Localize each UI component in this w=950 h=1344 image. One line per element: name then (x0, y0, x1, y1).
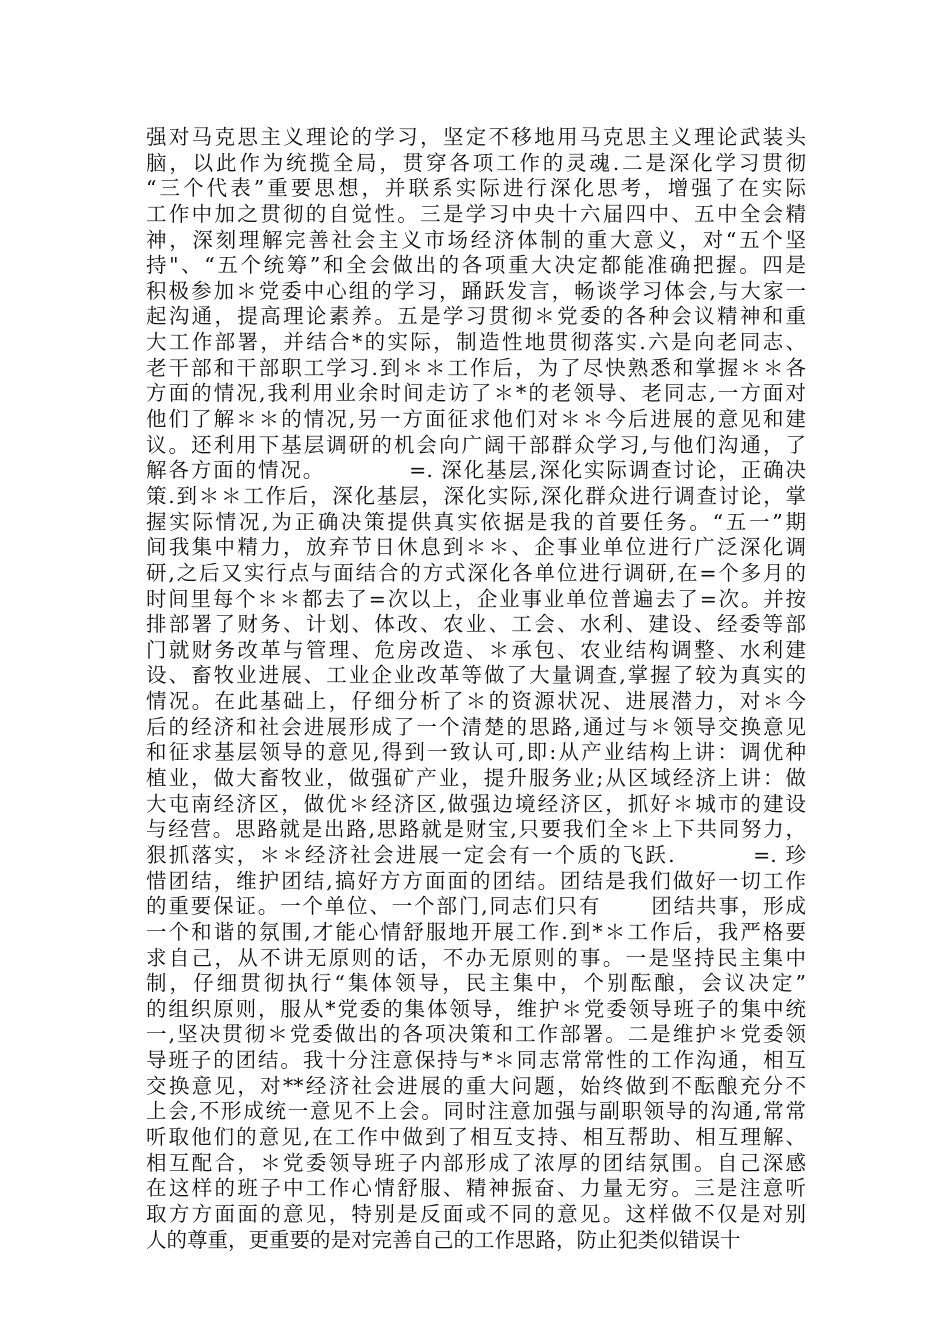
text-line: 与经营。思路就是出路,思路就是财宝,只要我们全＊上下共同努力， (146, 817, 806, 842)
text-line: 制，仔细贯彻执行“集体领导，民主集中，个别酝酿，会议决定” (146, 971, 806, 996)
text-line: 大屯南经济区，做优＊经济区,做强边境经济区，抓好＊城市的建设 (146, 791, 806, 816)
text-line: 上会,不形成统一意见不上会。同时注意加强与副职领导的沟通,常常 (146, 1099, 806, 1124)
text-line: 取方方面面的意见，特别是反面或不同的意见。这样做不仅是对别 (146, 1201, 806, 1226)
text-line: “三个代表”重要思想，并联系实际进行深化思考，增强了在实际 (146, 176, 806, 201)
text-line: 在这样的班子中工作心情舒服、精神振奋、力量无穷。三是注意听 (146, 1176, 806, 1201)
text-line: 门就财务改革与管理、危房改造、＊承包、农业结构调整、水利建 (146, 637, 806, 662)
text-line: 的重要保证。一个单位、一个部门,同志们只有 团结共事，形成 (146, 894, 806, 919)
text-line: 持"、“五个统筹”和全会做出的各项重大决定都能准确把握。四是 (146, 253, 806, 278)
text-line: 时间里每个＊＊都去了=次以上，企业事业单位普遍去了=次。并按 (146, 586, 806, 611)
text-line: 相互配合，＊党委领导班子内部形成了浓厚的团结氛围。自己深感 (146, 1150, 806, 1175)
text-line: 方面的情况,我利用业余时间走访了＊*的老领导、老同志,一方面对 (146, 381, 806, 406)
text-line: 设、畜牧业进展、工业企业改革等做了大量调查,掌握了较为真实的 (146, 663, 806, 688)
text-line: 研,之后又实行点与面结合的方式深化各单位进行调研,在=个多月的 (146, 560, 806, 585)
text-line: 他们了解＊＊的情况,另一方面征求他们对＊＊今后进展的意见和建 (146, 407, 806, 432)
text-line: 老干部和干部职工学习.到＊＊工作后，为了尽快熟悉和掌握＊＊各 (146, 355, 806, 380)
text-line: 起沟通，提高理论素养。五是学习贯彻＊党委的各种会议精神和重 (146, 304, 806, 329)
text-line: 解各方面的情况。 =. 深化基层,深化实际调查讨论，正确决 (146, 458, 806, 483)
text-line: 脑，以此作为统揽全局，贯穿各项工作的灵魂.二是深化学习贯彻 (146, 150, 806, 175)
text-line: 策.到＊＊工作后，深化基层，深化实际,深化群众进行调查讨论，掌 (146, 483, 806, 508)
text-line: 人的尊重，更重要的是对完善自己的工作思路，防止犯类似错误十 (146, 1227, 741, 1252)
text-line: 强对马克思主义理论的学习，坚定不移地用马克思主义理论武装头 (146, 125, 806, 149)
text-line: 工作中加之贯彻的自觉性。三是学习中央十六届四中、五中全会精 (146, 201, 806, 226)
text-line: 大工作部署，并结合*的实际，制造性地贯彻落实.六是向老同志、 (146, 330, 806, 355)
text-line: 一,坚决贯彻＊党委做出的各项决策和工作部署。二是维护＊党委领 (146, 1022, 806, 1047)
text-line: 和征求基层领导的意见,得到一致认可,即:从产业结构上讲：调优种 (146, 740, 806, 765)
text-line: 一个和谐的氛围,才能心情舒服地开展工作.到*＊工作后，我严格要 (146, 919, 806, 944)
text-line: 积极参加＊党委中心组的学习，踊跃发言，畅谈学习体会,与大家一 (146, 278, 806, 303)
text-line: 求自己，从不讲无原则的话，不办无原则的事。一是坚持民主集中 (146, 945, 806, 970)
text-line: 导班子的团结。我十分注意保持与*＊同志常常性的工作沟通，相互 (146, 1048, 806, 1073)
text-line: 的组织原则，服从*党委的集体领导，维护＊党委领导班子的集中统 (146, 996, 806, 1021)
text-line: 交换意见，对**经济社会进展的重大问题，始终做到不酝酿充分不 (146, 1073, 806, 1098)
text-line: 后的经济和社会进展形成了一个清楚的思路,通过与＊领导交换意见 (146, 714, 806, 739)
text-line: 间我集中精力，放弃节日休息到＊＊、企事业单位进行广泛深化调 (146, 535, 806, 560)
text-line: 植业，做大畜牧业，做强矿产业，提升服务业;从区域经济上讲：做 (146, 766, 806, 791)
text-line: 握实际情况,为正确决策提供真实依据是我的首要任务。“五一”期 (146, 509, 806, 534)
text-line: 听取他们的意见,在工作中做到了相互支持、相互帮助、相互理解、 (146, 1124, 806, 1149)
text-line: 狠抓落实，＊＊经济社会进展一定会有一个质的飞跃. =. 珍 (146, 842, 806, 867)
text-line: 神，深刻理解完善社会主义市场经济体制的重大意义，对“五个坚 (146, 227, 806, 252)
body-text (146, 125, 806, 1253)
text-line: 惜团结，维护团结,搞好方方面面的团结。团结是我们做好一切工作 (146, 868, 806, 893)
text-line: 排部署了财务、计划、体改、农业、工会、水利、建设、经委等部 (146, 612, 806, 637)
text-line: 情况。在此基础上，仔细分析了＊的资源状况、进展潜力，对＊今 (146, 689, 806, 714)
text-line: 议。还利用下基层调研的机会向广阔干部群众学习,与他们沟通，了 (146, 432, 806, 457)
